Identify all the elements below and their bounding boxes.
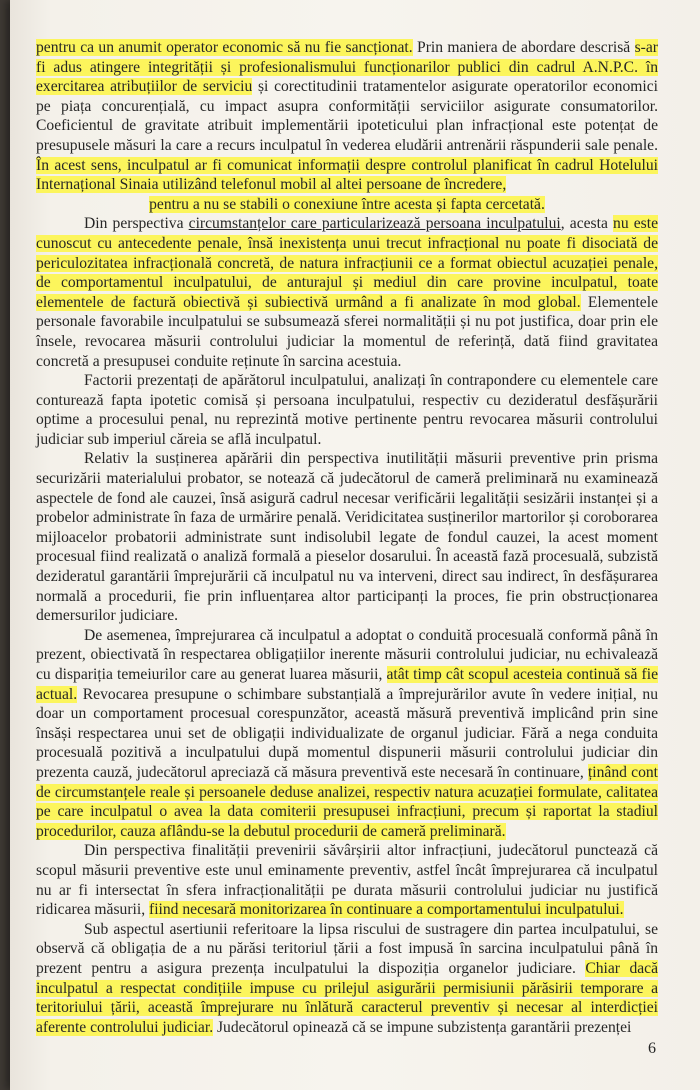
highlighted-text: fiind necesară monitorizarea în continuare a comportamentului inculpatului. (149, 901, 624, 919)
paragraph (36, 38, 658, 195)
highlighted-text: pentru ca un anumit operator economic să nu fie sancționat. (36, 39, 413, 56)
text-segment: Elementele personale favorabile inculpatului se subsumează sferei normalității și nu pot justifica, doar prin ele însele, revocarea măsurii controlului judiciar la momentul de referință, dată fiind gravitatea concretă a presupusei conduite reținute în sarcina acestuia. (36, 293, 658, 370)
text-segment: De asemenea, împrejurarea că inculpatul a adoptat o conduită procesuală conformă până în prezent, obiectivată în respectarea obligațiilor inerente măsurii controlului judiciar, nu echivalează cu dispariția temeiurilor care au generat luarea măsurii, (36, 626, 658, 683)
highlighted-text: Chiar dacă inculpatul a respectat condițiile impuse cu prilejul asigurării permisiunii părăsirii temporare a teritoriului țării, această împrejurare nu înlătură caracterul preventiv și necesar al interdicției aferente controlului judiciar. (36, 959, 659, 1036)
text-segment: Sub aspectul asertiunii referitoare la lipsa riscului de sustragere din partea inculpatului, se observă că obligația de a nu părăsi teritoriul țării a fost impusă în sarcina inculpatului până în prezent pentru a asigura prezența inculpatului la dispoziția organelor judiciare. (36, 920, 658, 977)
paragraph (36, 920, 658, 1038)
paragraph (36, 841, 658, 919)
highlighted-text: ținând cont de circumstanțele reale și persoanele deduse analizei, respectiv natura acuzației formulate, calitatea pe care inculpatul o avea la data comiterii presupusei infracțiuni, precum și raportat la stadiul procedurilor, cauza aflându-se la debutul procedurii de cameră preliminară. (36, 763, 658, 840)
text-segment: , acesta (560, 215, 614, 233)
paragraph (36, 626, 658, 842)
text-segment: Factorii prezentați de apărătorul inculpatului, analizați în contrapondere cu elementele care conturează fapta ipotetic comisă și persoana inculpatului, respectiv cu dezideratul desfășurării optime a procesului penal, nu reprezintă motive pertinente pentru revocarea măsurii controlului judiciar sub imperiul căreia se află inculpatul. (36, 372, 658, 448)
text-segment: Din perspectiva (84, 215, 189, 233)
text-segment: Relativ la susținerea apărării din perspectiva inutilității măsurii preventive prin prisma securizării materialului probator, se notează că judecătorul de cameră preliminară nu examinează aspectele de fond ale cauzei, însă asigură cadrul necesar verificării legalității sesizării instanței și a probelor administrate în faza de urmărire penală. Veridicitatea susținerilor martorilor și coroborarea mijloacelor probatorii administrate sunt indisolubil legate de fondul cauzei, la acest moment procesual fiind realizată o analiză formală a pieselor dosarului. În această fază procesuală, subzistă dezideratul garantării împrejurării că inculpatul nu va interveni, direct sau indirect, în desfășurarea normală a procedurii, fie prin influențarea altor participanți la proces, fie prin obstrucționarea demersurilor judiciare. (36, 450, 658, 625)
underlined-text: circumstanțelor care particularizează persoana inculpatului (188, 215, 561, 233)
highlighted-text: În acest sens, inculpatul ar fi comunicat informații despre controlul planificat în cadrul Hotelului Internațional Sinaia utilizând telefonul mobil al altei persoane de încredere, (36, 156, 658, 194)
document-body (36, 38, 658, 1037)
document-page (10, 0, 700, 1090)
paragraph (36, 214, 658, 371)
highlighted-text: pentru a nu se stabili o conexiune între acesta și fapta cercetată. (149, 195, 545, 213)
paragraph-line (36, 195, 658, 215)
text-segment: Revocarea presupune o schimbare substanțială a împrejurărilor avute în vedere inițial, nu doar un comportament procesual corespunzător, această măsură preventivă implicând prin sine însăși respectarea unui set de obligații individualizate de organul judiciar. Fără a nega conduita procesuală pozitivă a inculpatului după momentul dispunerii măsurii controlului judiciar din prezenta cauză, judecătorul apreciază că măsura preventivă este necesară în continuare, (36, 685, 658, 781)
page-number: 6 (648, 1040, 656, 1057)
text-segment: Prin maniera de abordare descrisă (412, 39, 635, 56)
highlighted-text: nu este cunoscut cu antecedente penale, însă inexistența unui trecut infracțional nu poate fi disociată de periculozitatea infracțională concretă, de natura infracțiunii ce a format obiectul acuzației penale, de comportamentul inculpatului, de anturajul și mediul din care provine inculpatul, toate elementele de factură obiectivă și subiectivă urmând a fi analizate în mod global. (36, 215, 658, 311)
text-segment: și corectitudinii tratamentelor asigurate operatorilor economici pe piața concurențială, cu impact asupra conformității serviciilor asigurate consumatorilor. Coeficientul de gravitate atribuit implementării ipoteticului plan infracțional este potențat de presupusele măsuri la care a recurs inculpatul în vederea eludării antrenării răspunderii sale penale. (36, 78, 658, 154)
highlighted-text: atât timp cât scopul acesteia continuă să fie actual. (36, 666, 658, 703)
text-segment: Judecătorul opinează că se impune subzistența garantării prezenței (213, 1018, 632, 1036)
paragraph (36, 371, 658, 449)
paragraph (36, 449, 658, 625)
highlighted-text: s-ar fi adus atingere integrității și profesionalismului funcționarilor publici din cadrul A.N.P.C. în exercitarea atribuțiilor de serviciu (36, 39, 658, 96)
text-segment: Din perspectiva finalității prevenirii săvârșirii altor infracțiuni, judecătorul punctează că scopul măsurii preventive este unul eminamente preventiv, astfel încât împrejurarea că inculpatul nu ar fi intersectat în sfera infracționalității pe durata măsurii controlului judiciar nu justifică ridicarea măsurii, (36, 842, 658, 919)
